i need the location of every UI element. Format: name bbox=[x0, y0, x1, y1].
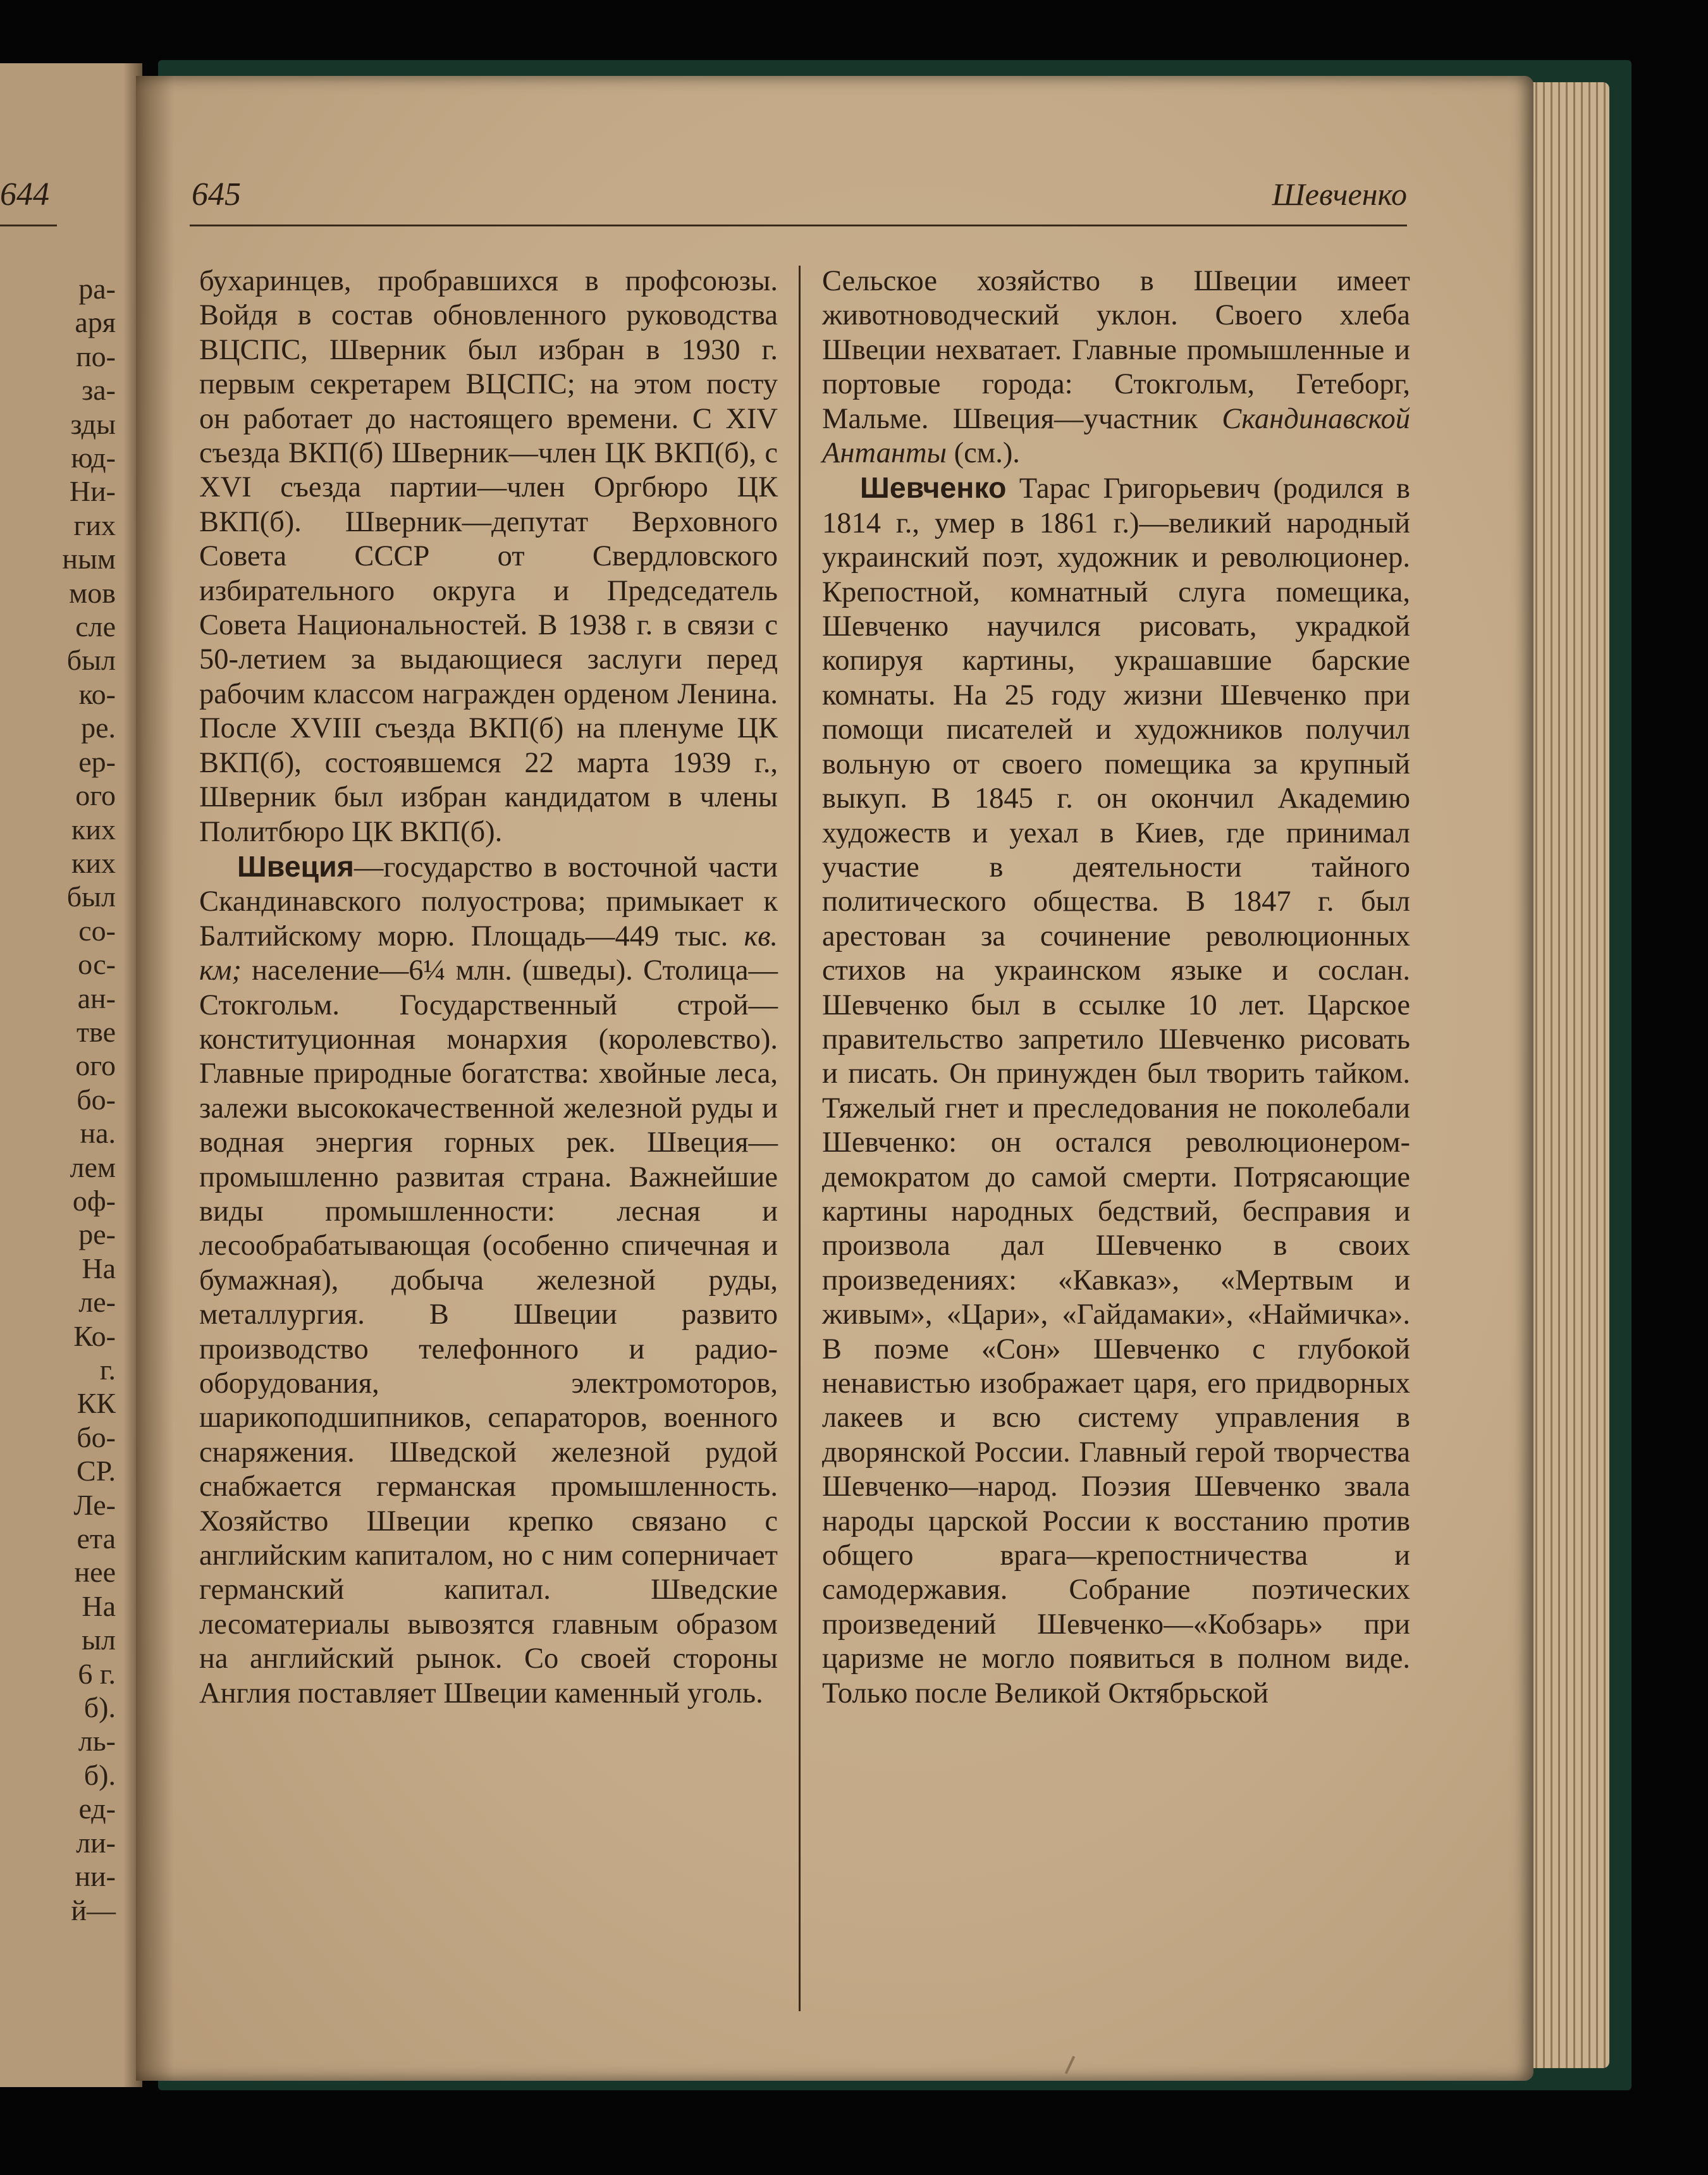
left-page-number: 644 bbox=[0, 176, 49, 213]
left-line-fragment: ко- bbox=[78, 677, 116, 710]
entry-sweden-text-a: —государство в восточной части Скандинавского полуострова; примыкает к Балтийскому морю. Площадь—449 тыс. bbox=[199, 851, 778, 952]
left-header-rule bbox=[0, 225, 57, 226]
left-line-fragment: ра- bbox=[78, 273, 116, 305]
left-line-fragment: нее bbox=[74, 1556, 116, 1589]
left-line-fragment: на. bbox=[80, 1117, 116, 1150]
left-page bbox=[0, 63, 142, 2087]
header-rule bbox=[190, 225, 1407, 226]
left-line-fragment: ого bbox=[75, 1049, 116, 1082]
left-line-fragment: бо- bbox=[77, 1083, 116, 1116]
left-line-fragment: был bbox=[66, 644, 116, 677]
left-line-fragment: ос- bbox=[78, 948, 116, 981]
left-line-fragment: Ни- bbox=[69, 475, 116, 508]
left-line-fragment: ре- bbox=[78, 1218, 116, 1251]
left-line-fragment: ль- bbox=[78, 1725, 116, 1758]
sweden-continuation-text-a: Сельское хозяйство в Швеции имеет животноводческий уклон. Своего хлеба Швеции нехватает. Главные промышленные и портовые города: Стокгольм, Гетеборг, Мальме. Швеция—участник bbox=[822, 265, 1410, 435]
cross-reference-scandinavian-entente: Скандинавской Антанты bbox=[822, 402, 1411, 470]
left-line-fragment: аря bbox=[75, 306, 116, 339]
left-line-fragment: ких bbox=[71, 813, 116, 846]
left-line-fragment: СР. bbox=[76, 1455, 116, 1488]
entry-sweden-text-b: население—6¼ млн. (шведы). Столица—Стокгольм. Государственный строй—конституционная монархия (королевство). Главные природные богатства: хвойные леса, залежи высококачественной железной руды и водная энергия горных рек. Швеция—промышленно развитая страна. Важнейшие виды промышленности: лесная и лесообрабатывающая (особенно спичечная и бумажная), добыча железной руды, металлургия. В Швеции развито производство телефонного и радио-оборудования, электромоторов, шарикоподшипников, сепараторов, военного снаряжения. Шведской железной рудой снабжается германская промышленность. Хозяйство Швеции крепко связано с английским капиталом, но с ним соперничает германский капитал. Шведские лесоматериалы вывозятся главным образом на английский рынок. Со своей стороны Англия поставляет Швеции каменный уголь. bbox=[199, 954, 778, 1710]
left-line-fragment: оф- bbox=[72, 1184, 116, 1217]
left-line-fragment: ого bbox=[75, 779, 116, 812]
left-line-fragment: по- bbox=[76, 340, 116, 373]
left-line-fragment: б). bbox=[83, 1758, 116, 1791]
left-line-fragment: На bbox=[82, 1252, 116, 1285]
page-gutter-shadow bbox=[136, 76, 174, 2081]
left-line-fragment: зды bbox=[70, 407, 116, 440]
entry-sweden-units: кв. км; bbox=[199, 920, 778, 987]
left-line-fragment: ета bbox=[77, 1522, 116, 1555]
headword-shevchenko: Шевченко bbox=[860, 471, 1007, 505]
left-line-fragment: ле- bbox=[78, 1286, 116, 1319]
left-line-fragment: ер- bbox=[78, 745, 116, 778]
left-line-fragment: ыл bbox=[82, 1624, 116, 1656]
headword-sweden: Швеция bbox=[237, 849, 354, 883]
sweden-continuation-text-b: (см.). bbox=[954, 437, 1020, 470]
page-number: 645 bbox=[192, 176, 241, 213]
running-head: Шевченко bbox=[1272, 176, 1407, 212]
paragraph-shvernik-continuation: бухаринцев, пробравшихся в профсоюзы. Войдя в состав обновленного руководства ВЦСПС, Шверник был избран в 1930 г. первым секретарем ВЦСПС; на этом посту он работает до настоящего времени. С XIV съезда ВКП(б) Шверник—член ЦК ВКП(б), с XVI съезда партии—член Оргбюро ЦК ВКП(б). Шверник—депутат Верховного Совета СССР от Свердловского избирательного округа и Председатель Совета Национальностей. В 1938 г. в связи с 50-летием за выдающиеся заслуги перед рабочим классом награжден орденом Ленина. После XVIII съезда ВКП(б) на пленуме ЦК ВКП(б), состоявшемся 22 марта 1939 г., Шверник был избран кандидатом в члены Политбюро ЦК ВКП(б). bbox=[199, 265, 778, 848]
left-line-fragment: лем bbox=[70, 1150, 116, 1183]
left-line-fragment: ным bbox=[62, 543, 116, 576]
left-line-fragment: сле bbox=[75, 610, 116, 643]
paragraph-sweden-continuation bbox=[822, 264, 1410, 471]
left-line-fragment: был bbox=[66, 880, 116, 913]
left-line-fragment: 6 г. bbox=[78, 1657, 116, 1690]
left-line-fragment: ан- bbox=[77, 982, 116, 1014]
column-divider bbox=[799, 266, 801, 2011]
left-line-fragment: На bbox=[82, 1589, 116, 1622]
left-line-fragment: со- bbox=[78, 914, 116, 947]
entry-shevchenko-text: Тарас Григорьевич (родился в 1814 г., умер в 1861 г.)—великий народный украинский поэт, художник и революционер. Крепостной, комнатный слуга помещика, Шевченко научился рисовать, украдкой копируя картины, украшавшие барские комнаты. На 25 году жизни Шевченко при помощи писателей и художников получил вольную от своего помещика за крупный выкуп. В 1845 г. он окончил Академию художеств и уехал в Киев, где принимал участие в деятельности тайного политического общества. В 1847 г. был арестован за сочинение революционных стихов на украинском языке и сослан. Шевченко был в ссылке 10 лет. Царское правительство запретило Шевченко рисовать и писать. Он принужден был творить тайком. Тяжелый гнет и преследования не поколебали Шевченко: он остался революционером-демократом до самой смерти. Потрясающие картины народных бедствий, бесправия и произвола дал Шевченко в своих произведениях: «Кавказ», «Мертвым и живым», «Цари», «Гайдамаки», «Наймичка». В поэме «Сон» Шевченко с глубокой ненавистью изображает царя, его придворных лакеев и всю систему управления в дворянской России. Главный герой творчества Шевченко—народ. Поэзия Шевченко звала народы царской России к восстанию против общего врага—крепостничества и самодержавия. Собрание поэтических произведений Шевченко—«Кобзарь» при царизме не могло появиться в полном виде. Только после Великой Октябрьской bbox=[822, 472, 1411, 1710]
left-line-fragment: за- bbox=[82, 374, 116, 407]
left-line-fragment: тве bbox=[77, 1015, 116, 1048]
text-column-right bbox=[822, 264, 1410, 1711]
left-line-fragment: ни- bbox=[75, 1860, 116, 1893]
left-line-fragment: ед- bbox=[78, 1792, 116, 1825]
left-line-fragment: Ле- bbox=[73, 1488, 116, 1521]
left-line-fragment: ли- bbox=[76, 1826, 116, 1859]
left-line-fragment: юд- bbox=[71, 441, 116, 474]
left-line-fragment: ре. bbox=[81, 712, 116, 744]
left-line-fragment: мов bbox=[69, 576, 116, 609]
left-line-fragment: г. bbox=[99, 1353, 116, 1386]
left-line-fragment: ких bbox=[71, 846, 116, 879]
left-line-fragment: гих bbox=[73, 508, 116, 541]
left-line-fragment: бо- bbox=[77, 1420, 116, 1453]
entry-shevchenko bbox=[822, 471, 1410, 1711]
left-line-fragment: Ко- bbox=[73, 1319, 116, 1352]
left-line-fragment: й— bbox=[71, 1894, 116, 1926]
left-line-fragment: КК bbox=[77, 1387, 116, 1420]
left-page-text-fragments bbox=[8, 272, 116, 1927]
entry-sweden bbox=[199, 849, 778, 1711]
left-line-fragment: б). bbox=[83, 1691, 116, 1724]
text-column-left bbox=[199, 264, 778, 1711]
right-page bbox=[136, 76, 1533, 2081]
